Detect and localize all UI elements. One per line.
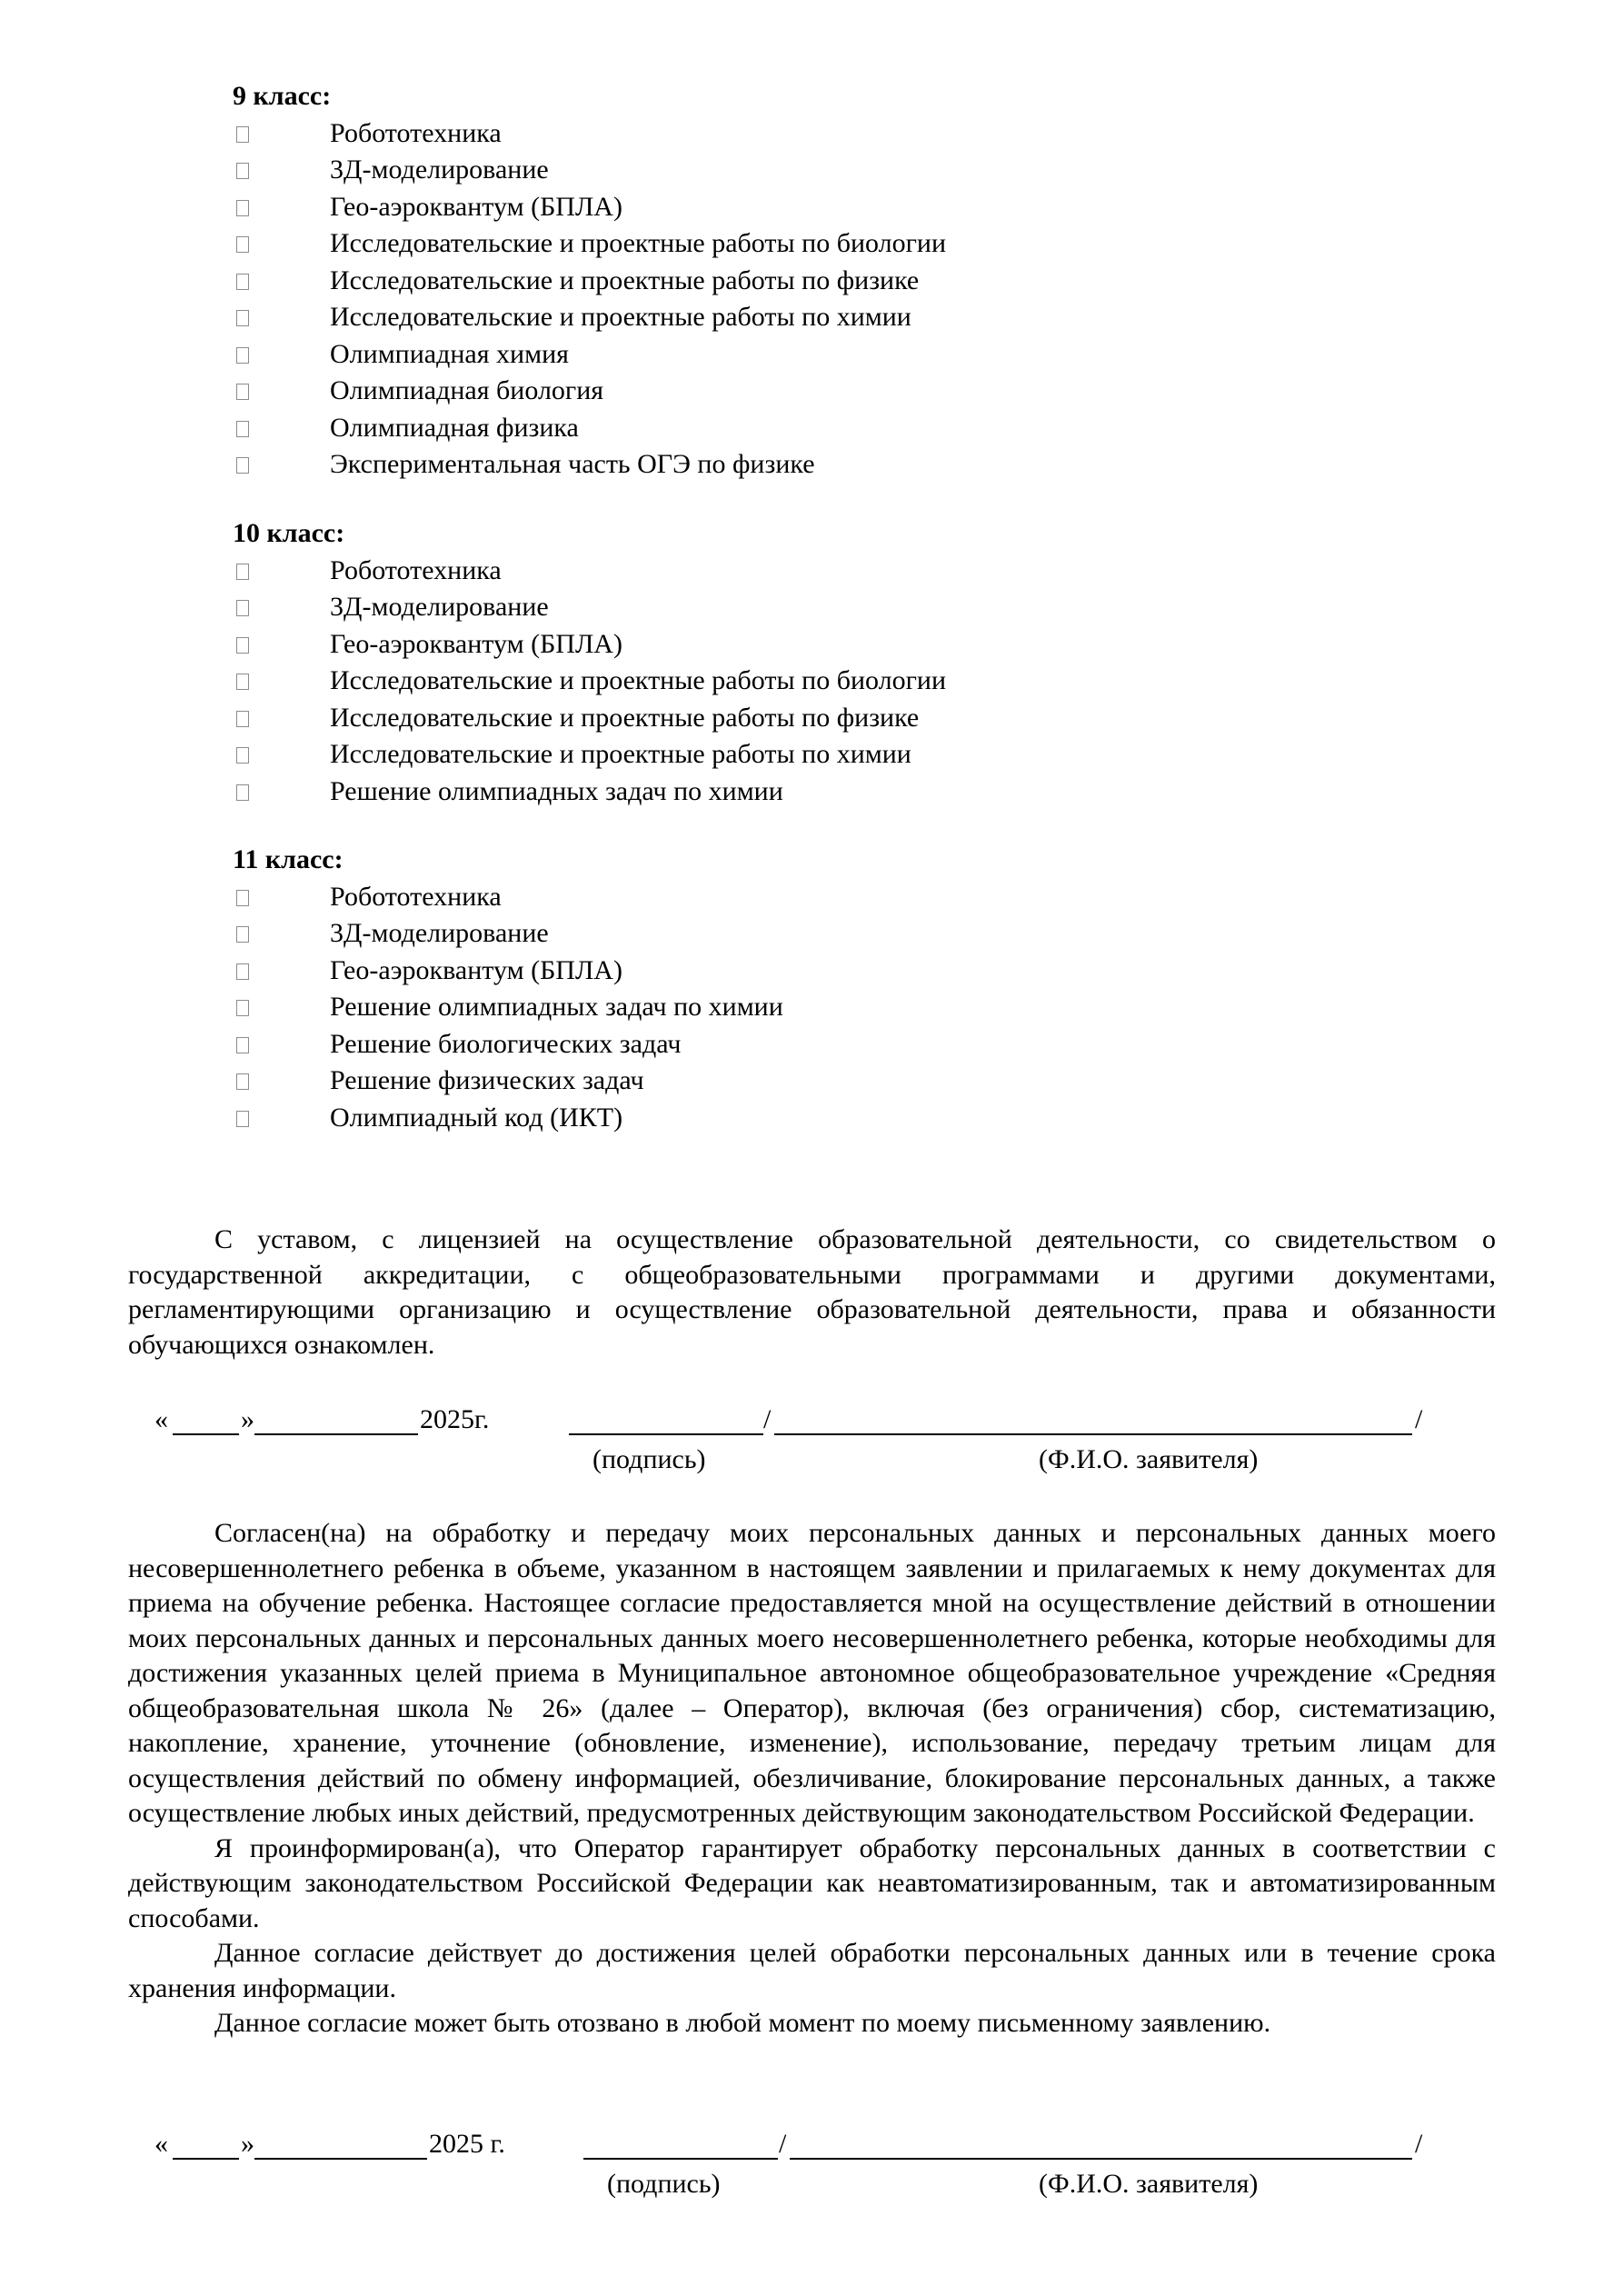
course-checkbox[interactable] <box>236 784 249 801</box>
course-label: Робототехника <box>330 881 502 912</box>
grade-9-course-list <box>233 115 947 484</box>
course-item <box>233 736 911 774</box>
course-checkbox[interactable] <box>236 236 249 253</box>
course-item <box>233 774 783 811</box>
course-item <box>233 189 622 226</box>
course-checkbox[interactable] <box>236 1000 249 1016</box>
course-checkbox[interactable] <box>236 747 249 764</box>
course-label: Гео-аэроквантум (БПЛА) <box>330 628 622 659</box>
course-label: Олимпиадная биология <box>330 375 604 405</box>
course-item <box>233 700 920 737</box>
course-label: Робототехника <box>330 554 502 585</box>
course-label: Решение физических задач <box>330 1065 644 1095</box>
course-label: Гео-аэроквантум (БПЛА) <box>330 191 622 222</box>
course-item <box>233 336 569 374</box>
course-label: Исследовательские и проектные работы по химии <box>330 739 911 769</box>
course-item <box>233 225 947 263</box>
course-label: 3Д-моделирование <box>330 918 549 948</box>
date-quote-open: « <box>154 2129 168 2159</box>
course-label: Исследовательские и проектные работы по физике <box>330 702 920 733</box>
grade-9-title: 9 класс: <box>233 81 332 111</box>
course-label: Олимпиадная физика <box>330 412 579 443</box>
grade-11-section <box>233 842 783 1136</box>
grade-10-title: 10 класс: <box>233 518 345 548</box>
course-label: Гео-аэроквантум (БПЛА) <box>330 954 622 985</box>
consent-paragraph: Данное согласие действует до достижения целей обработки персональных данных или в течение срока хранения информации. <box>128 1938 1496 2003</box>
course-checkbox[interactable] <box>236 711 249 727</box>
course-checkbox[interactable] <box>236 163 249 179</box>
course-item <box>233 263 920 300</box>
course-checkbox[interactable] <box>236 274 249 290</box>
grade-11-course-list <box>233 879 783 1137</box>
separator-slash: / <box>763 1404 772 1434</box>
course-label: Решение олимпиадных задач по химии <box>330 775 783 806</box>
course-label: Исследовательские и проектные работы по химии <box>330 302 911 332</box>
course-checkbox[interactable] <box>236 384 249 400</box>
applicant-name-field[interactable] <box>790 2158 1412 2160</box>
grade-10-course-list <box>233 553 947 811</box>
course-checkbox[interactable] <box>236 310 249 326</box>
date-month-field[interactable] <box>254 2158 427 2160</box>
course-item <box>233 152 549 189</box>
course-checkbox[interactable] <box>236 200 249 216</box>
separator-slash: / <box>779 2129 787 2159</box>
date-quote-open: « <box>154 1404 168 1434</box>
course-checkbox[interactable] <box>236 600 249 616</box>
course-checkbox[interactable] <box>236 1037 249 1053</box>
date-quote-close: » <box>241 1404 254 1434</box>
date-month-field[interactable] <box>254 1433 418 1435</box>
signature-caption: (подпись) <box>592 1444 706 1474</box>
course-checkbox[interactable] <box>236 926 249 943</box>
course-item <box>233 410 579 447</box>
date-quote-close: » <box>241 2129 254 2159</box>
course-label: Экспериментальная часть ОГЭ по физике <box>330 449 815 479</box>
course-checkbox[interactable] <box>236 1073 249 1090</box>
course-checkbox[interactable] <box>236 637 249 654</box>
course-item <box>233 1063 644 1100</box>
grade-11-title: 11 класс: <box>233 844 344 874</box>
consent-paragraph: Я проинформирован(а), что Оператор гарантирует обработку персональных данных в соответствии с действующим законодательством Российской Федерации как неавтоматизированным, так и автоматизированным способами. <box>128 1832 1496 1933</box>
course-label: 3Д-моделирование <box>330 592 549 622</box>
signature-field[interactable] <box>583 2158 778 2160</box>
course-checkbox[interactable] <box>236 347 249 364</box>
applicant-name-field[interactable] <box>774 1433 1412 1435</box>
course-label: Решение биологических задач <box>330 1028 682 1059</box>
grade-10-section <box>233 515 947 810</box>
course-item <box>233 373 604 410</box>
acknowledgement-paragraph: С уставом, с лицензией на осуществление образовательной деятельности, со свидетельством о государственной аккредитации, с общеобразовательными программами и другими документами, регламентирующими организацию и осуществление образовательной деятельности, права и обязанности обучающихся ознакомлен. <box>128 1224 1496 1360</box>
course-item <box>233 915 549 953</box>
separator-slash: / <box>1415 2129 1423 2159</box>
applicant-name-caption: (Ф.И.О. заявителя) <box>1039 2169 1259 2199</box>
consent-paragraph: Согласен(на) на обработку и передачу моих персональных данных и персональных данных моего несовершеннолетнего ребенка в объеме, указанном в настоящем заявлении и прилагаемых к нему документах для приема на обучение ребенка. Настоящее согласие предоставляется мной на осуществление действий в отношении моих персональных данных и персональных данных моего несовершеннолетнего ребенка, которые необходимы для достижения указанных целей приема в Муниципальное автономное общеобразовательное учреждение «Средняя общеобразовательная школа № 26» (далее – Оператор), включая (без ограничения) сбор, систематизацию, накопление, хранение, уточнение (обновление, изменение), использование, передачу третьим лицам для осуществления действий по обмену информацией, обезличивание, блокирование персональных данных, а также осуществление любых иных действий, предусмотренных действующим законодательством Российской Федерации. <box>128 1518 1496 1828</box>
course-label: Исследовательские и проектные работы по биологии <box>330 228 947 258</box>
course-label: 3Д-моделирование <box>330 155 549 185</box>
separator-slash: / <box>1415 1404 1423 1434</box>
course-checkbox[interactable] <box>236 421 249 437</box>
course-checkbox[interactable] <box>236 564 249 580</box>
course-item <box>233 589 549 626</box>
date-year: 2025 г. <box>429 2129 505 2159</box>
course-label: Олимпиадная химия <box>330 338 569 369</box>
grade-9-section <box>233 78 947 484</box>
course-item <box>233 299 911 336</box>
date-year: 2025г. <box>420 1404 490 1434</box>
course-label: Решение олимпиадных задач по химии <box>330 992 783 1022</box>
course-item <box>233 626 622 664</box>
date-day-field[interactable] <box>173 1433 239 1435</box>
course-checkbox[interactable] <box>236 457 249 474</box>
course-label: Робототехника <box>330 117 502 148</box>
course-checkbox[interactable] <box>236 1111 249 1127</box>
course-label: Исследовательские и проектные работы по биологии <box>330 665 947 695</box>
signature-caption: (подпись) <box>607 2169 721 2199</box>
course-item <box>233 989 783 1026</box>
consent-paragraph: Данное согласие может быть отозвано в любой момент по моему письменному заявлению. <box>214 2008 1271 2038</box>
course-item <box>233 663 947 700</box>
course-item <box>233 1100 623 1137</box>
course-label: Исследовательские и проектные работы по физике <box>330 265 920 295</box>
applicant-name-caption: (Ф.И.О. заявителя) <box>1039 1444 1259 1474</box>
signature-field[interactable] <box>569 1433 763 1435</box>
consent-section <box>128 1516 1496 2041</box>
course-item <box>233 553 502 590</box>
course-item <box>233 446 815 484</box>
course-label: Олимпиадный код (ИКТ) <box>330 1102 623 1133</box>
date-day-field[interactable] <box>173 2158 239 2160</box>
course-checkbox[interactable] <box>236 126 249 143</box>
course-item <box>233 1026 682 1063</box>
course-checkbox[interactable] <box>236 963 249 980</box>
course-item <box>233 879 502 916</box>
course-item <box>233 115 502 153</box>
course-checkbox[interactable] <box>236 674 249 690</box>
course-checkbox[interactable] <box>236 890 249 906</box>
course-item <box>233 953 622 990</box>
